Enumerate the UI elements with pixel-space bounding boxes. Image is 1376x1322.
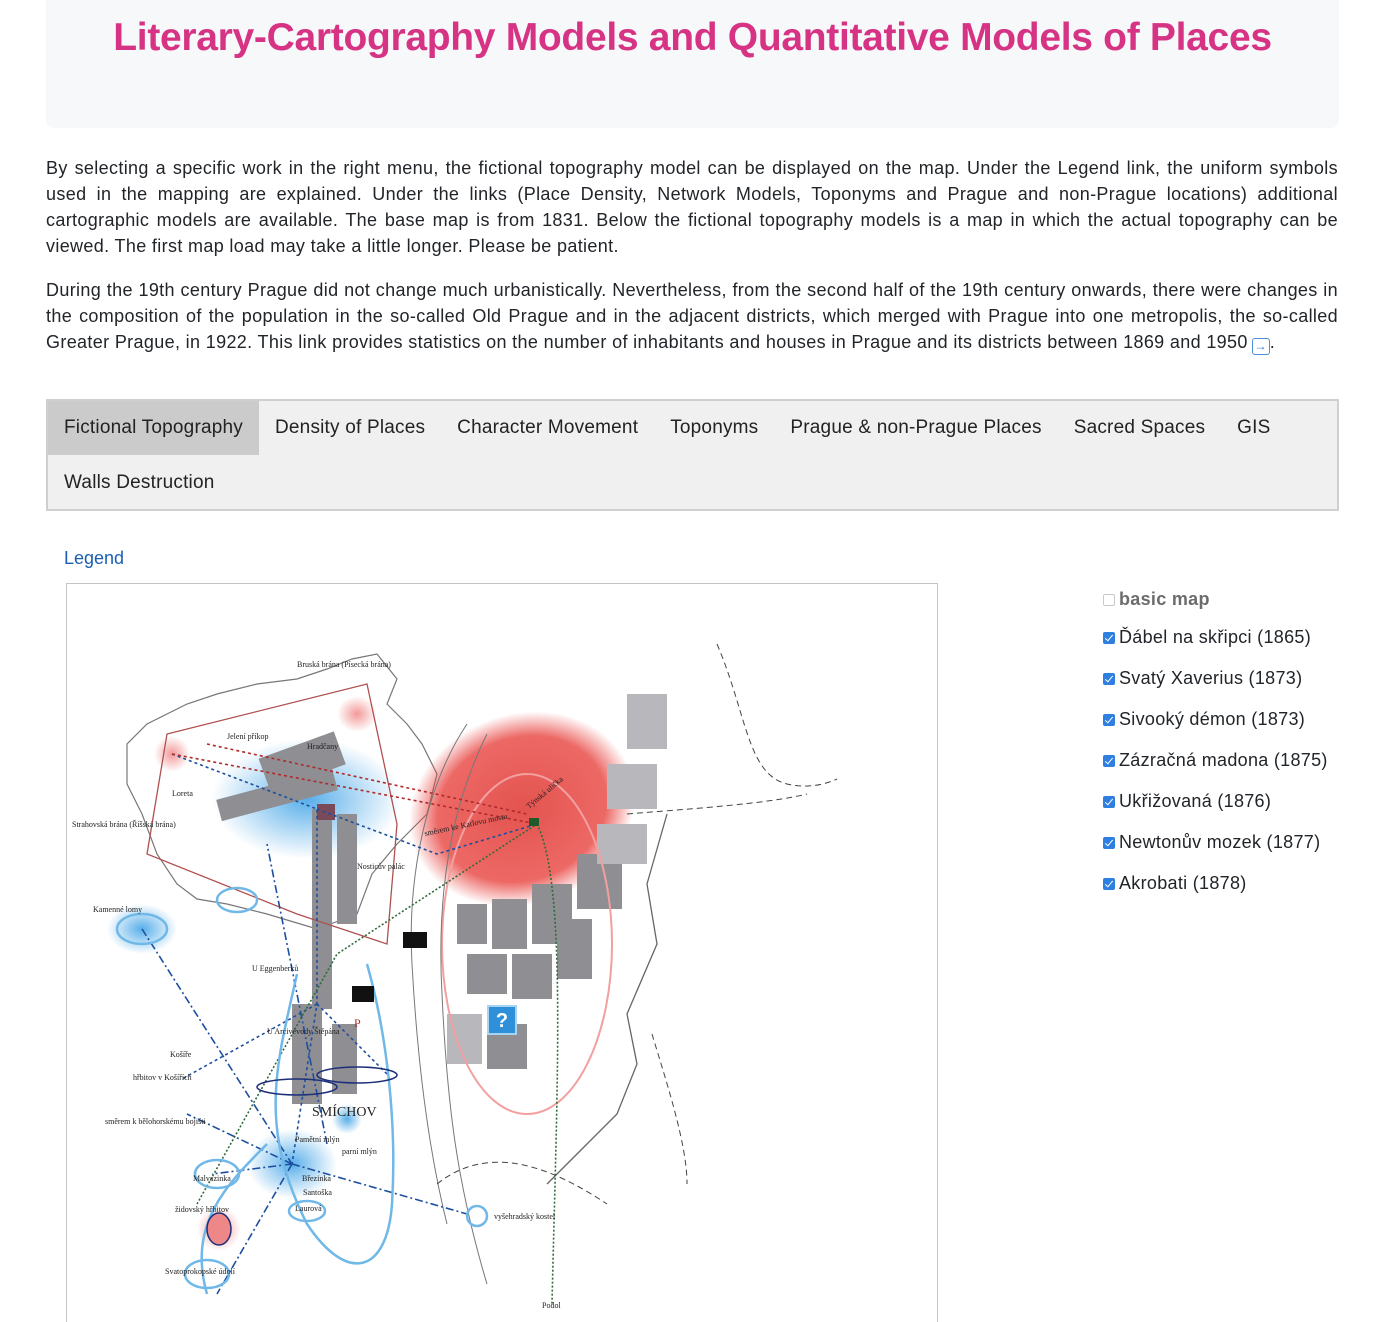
tab-gis[interactable]: GIS bbox=[1237, 417, 1271, 438]
tab-fictional-topography[interactable]: Fictional Topography bbox=[48, 401, 259, 455]
layer-label: Newtonův mozek (1877) bbox=[1119, 832, 1321, 852]
layer-label: Zázračná madona (1875) bbox=[1119, 750, 1328, 770]
label-loreta: Loreta bbox=[172, 789, 193, 798]
label-svatoprokopske-udoli: Svatoprokopské údolí bbox=[165, 1267, 235, 1276]
question-marker-text: ? bbox=[495, 1010, 509, 1032]
label-u-arcivevody: U Arcivévody Štěpána bbox=[267, 1027, 340, 1036]
theater-marker-icon-2 bbox=[352, 986, 374, 1002]
layer-akrobati[interactable] bbox=[1103, 870, 1343, 896]
layer-label: Ďábel na skřipci (1865) bbox=[1119, 627, 1311, 647]
checkbox-newtonuv-mozek[interactable] bbox=[1103, 837, 1115, 849]
label-laurova: Laurová bbox=[295, 1204, 322, 1213]
label-vysehradsky-kostel: vyšehradský kostel bbox=[494, 1212, 556, 1221]
checkbox-akrobati[interactable] bbox=[1103, 878, 1115, 890]
map-canvas bbox=[67, 584, 938, 1322]
layer-sivooky-demon[interactable] bbox=[1103, 706, 1343, 732]
intro-paragraph-2-text: During the 19th century Prague did not change much urbanistically. Nevertheless, from the second half of the 19th century onwards, there were changes in the composition of the population in the so-called Old Prague and in the adjacent districts, which merged with Prague into one metropolis, the so-called Greater Prague, in 1922. This link provides statistics on the number of inhabitants and houses in Prague and its districts between 1869 and 1950 bbox=[46, 280, 1338, 352]
intro-paragraph-1: By selecting a specific work in the right menu, the fictional topography model can be displayed on the map. Under the Legend link, the uniform symbols used in the mapping are explained. Under the links (Place Density, Network Models, Toponyms and Prague and non-Prague locations) additional cartographic models are available. The base map is from 1831. Below the fictional topography models is a map in which the actual topography can be viewed. The first map load may take a little longer. Please be patient. bbox=[46, 158, 1338, 256]
parking-marker-text: P bbox=[354, 1016, 361, 1030]
label-jeleni-prikop: Jelení příkop bbox=[227, 732, 269, 741]
label-strahovska-brana: Strahovská brána (Říšská brána) bbox=[72, 820, 176, 829]
label-kosire: Košíře bbox=[170, 1050, 192, 1059]
label-kamenne-lomy: Kamenné lomy bbox=[93, 905, 143, 914]
layer-label: Akrobati (1878) bbox=[1119, 873, 1247, 893]
layer-label: Sivooký démon (1873) bbox=[1119, 709, 1306, 729]
layer-label: basic map bbox=[1119, 589, 1210, 609]
legend-link[interactable]: Legend bbox=[64, 548, 125, 568]
layer-basic-map[interactable] bbox=[1103, 586, 1343, 612]
label-santoska: Santoška bbox=[303, 1188, 332, 1197]
layer-svaty-xaverius[interactable] bbox=[1103, 665, 1343, 691]
checkbox-sivooky-demon[interactable] bbox=[1103, 714, 1115, 726]
zidovsky-hrbitov-outline bbox=[207, 1213, 231, 1245]
layer-label: Svatý Xaverius (1873) bbox=[1119, 668, 1303, 688]
layer-ukrizovana[interactable] bbox=[1103, 788, 1343, 814]
external-link-arrow-icon[interactable]: → bbox=[1252, 338, 1270, 355]
label-tynska-ulicka: Týnská ulička bbox=[524, 774, 565, 811]
tab-density-of-places[interactable]: Density of Places bbox=[274, 417, 426, 438]
label-u-eggenberku: U Eggenberků bbox=[252, 964, 299, 973]
label-zidovsky-hrbitov: židovský hřbitov bbox=[175, 1205, 229, 1214]
intro-paragraph-2 bbox=[46, 277, 1338, 355]
page-title: Literary-Cartography Models and Quantitative Models of Places bbox=[113, 16, 1272, 59]
fictional-topography-map[interactable] bbox=[66, 583, 938, 1322]
layer-zazracna-madona[interactable] bbox=[1103, 747, 1343, 773]
label-pametni-mlyn: Pamětní mlýn bbox=[295, 1135, 340, 1144]
tab-walls-destruction[interactable]: Walls Destruction bbox=[64, 472, 215, 493]
layer-newtonuv-mozek[interactable] bbox=[1103, 829, 1343, 855]
tab-toponyms[interactable]: Toponyms bbox=[670, 417, 759, 438]
checkbox-basic-map[interactable] bbox=[1103, 594, 1115, 606]
label-brezinka: Březinka bbox=[302, 1174, 331, 1183]
layer-label: Ukřižovaná (1876) bbox=[1119, 791, 1272, 811]
tab-prague-non-prague-places[interactable]: Prague & non-Prague Places bbox=[790, 417, 1042, 438]
page-header bbox=[46, 0, 1339, 128]
theater-marker-icon bbox=[403, 932, 427, 948]
checkbox-ukrizovana[interactable] bbox=[1103, 796, 1115, 808]
label-smerem-belohorske: směrem k bělohorskému bojišti bbox=[105, 1117, 206, 1126]
label-podol: Podol bbox=[542, 1301, 561, 1310]
model-tabs bbox=[46, 399, 1339, 511]
label-hrbitov-kosire: hřbitov v Košířích bbox=[133, 1073, 192, 1082]
label-hradcany: Hradčany bbox=[307, 742, 339, 751]
label-parni-mlyn: parní mlýn bbox=[342, 1147, 377, 1156]
checkbox-zazracna-madona[interactable] bbox=[1103, 755, 1115, 767]
label-nosticuv-palac: Nosticův palác bbox=[357, 862, 405, 871]
label-smerem-karlovu-mostu: směrem ke Karlovu mostu bbox=[423, 811, 509, 838]
checkbox-dabel-na-skripci[interactable] bbox=[1103, 632, 1115, 644]
label-bruska-brana: Bruská brána (Písecká brána) bbox=[297, 660, 391, 669]
tab-character-movement[interactable]: Character Movement bbox=[457, 417, 639, 438]
layer-selector bbox=[1103, 586, 1343, 911]
layer-dabel-na-skripci[interactable] bbox=[1103, 624, 1343, 650]
intro-paragraph-2-end: . bbox=[1269, 332, 1276, 352]
tab-sacred-spaces[interactable]: Sacred Spaces bbox=[1073, 417, 1206, 438]
checkbox-svaty-xaverius[interactable] bbox=[1103, 673, 1115, 685]
intro-text bbox=[46, 155, 1338, 373]
label-malvazinka: Malvazinka bbox=[193, 1174, 231, 1183]
label-smichov: SMÍCHOV bbox=[312, 1105, 377, 1120]
tynska-ulicka-marker bbox=[529, 818, 539, 826]
